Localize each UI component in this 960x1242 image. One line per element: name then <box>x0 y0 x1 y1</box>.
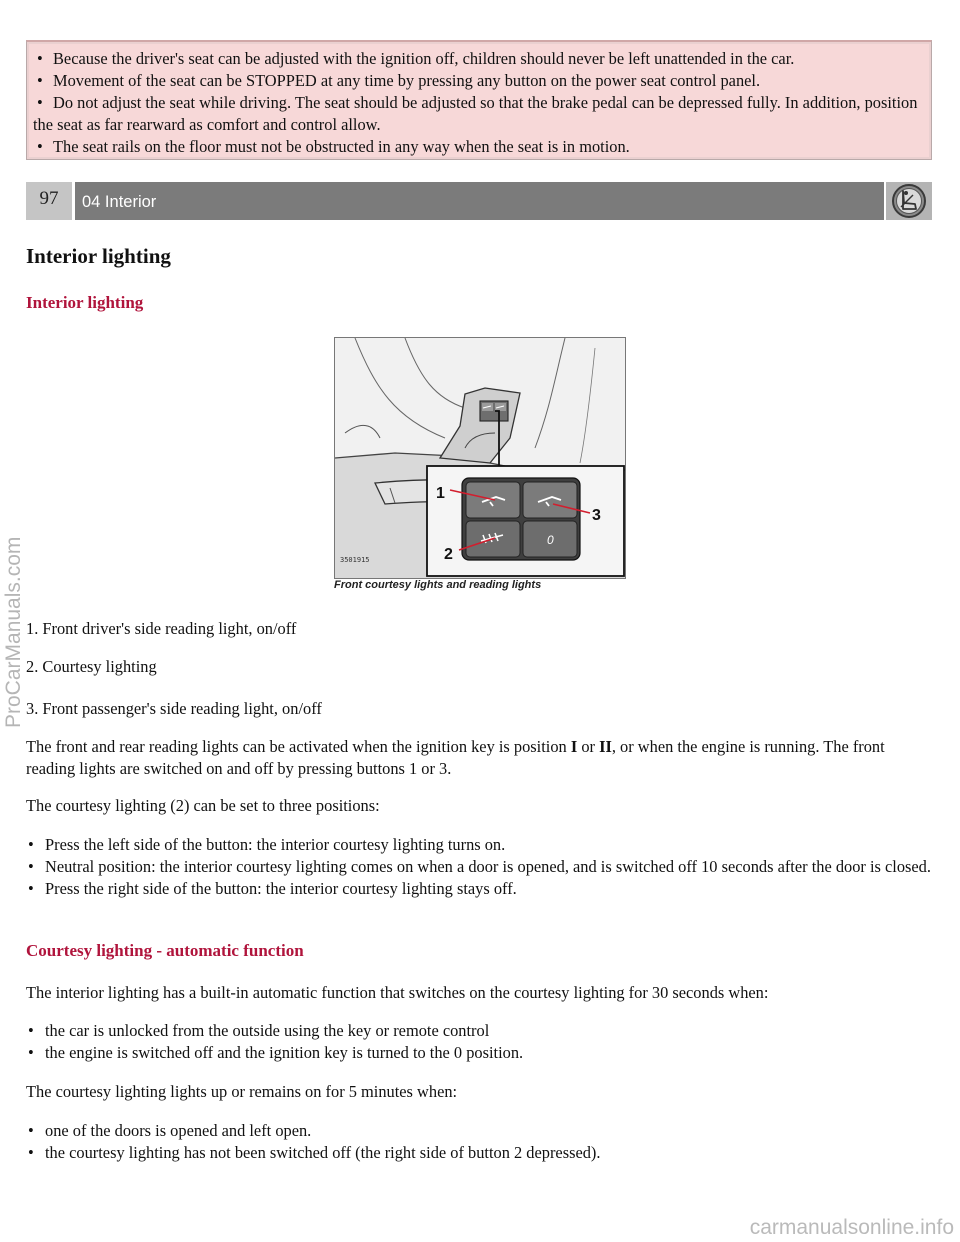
callout-1: 1 <box>436 485 445 502</box>
five-minute-list <box>26 1120 936 1164</box>
callout-2: 2 <box>444 546 453 563</box>
auto-function-title: Courtesy lighting - automatic function <box>26 941 304 960</box>
legend-item: 3. Front passenger's side reading light, on/off <box>26 699 322 718</box>
chapter-icon-box <box>886 182 932 220</box>
intro-paragraph: The front and rear reading lights can be activated when the ignition key is position I or II, or when the engine is running. The front reading lights are switched on and off by pressing buttons 1 or 3. <box>26 737 885 778</box>
list-item: • the car is unlocked from the outside using the key or remote control <box>26 1020 936 1042</box>
auto-intro: The interior lighting has a built-in automatic function that switches on the courtesy lighting for 30 seconds when: <box>26 983 769 1002</box>
chapter-title: 04 Interior <box>75 182 884 220</box>
button-zero-label: 0 <box>547 533 554 547</box>
seat-icon <box>891 183 927 219</box>
page-number: 97 <box>26 182 72 220</box>
legend-item: 1. Front driver's side reading light, on/off <box>26 619 297 638</box>
warning-item: • Because the driver's seat can be adjusted with the ignition off, children should never be left unattended in the car. <box>33 48 931 70</box>
warning-item: • Do not adjust the seat while driving. The seat should be adjusted so that the brake pedal can be depressed fully. In addition, position the seat as far rearward as comfort and control allow. <box>33 92 931 136</box>
warning-list <box>27 42 931 158</box>
positions-list <box>26 834 936 900</box>
figure-caption: Front courtesy lights and reading lights <box>334 579 542 591</box>
legend-item: 2. Courtesy lighting <box>26 657 157 676</box>
section-title: Interior lighting <box>26 293 144 312</box>
page-title: Interior lighting <box>26 244 171 268</box>
five-minute-intro: The courtesy lighting lights up or remains on for 5 minutes when: <box>26 1082 458 1101</box>
warning-box <box>26 40 932 160</box>
overhead-console-illustration <box>335 338 625 578</box>
list-item: • Press the left side of the button: the interior courtesy lighting turns on. <box>26 834 936 856</box>
auto-list <box>26 1020 936 1064</box>
footer-watermark: carmanualsonline.info <box>749 1216 954 1239</box>
positions-intro: The courtesy lighting (2) can be set to three positions: <box>26 796 380 815</box>
side-watermark: ProCarManuals.com <box>2 536 25 728</box>
chapter-bar <box>26 182 932 220</box>
callout-3: 3 <box>592 507 601 524</box>
figure-code: 3501915 <box>340 556 370 564</box>
list-item: • one of the doors is opened and left open. <box>26 1120 936 1142</box>
interior-light-figure <box>334 337 626 579</box>
list-item: • Neutral position: the interior courtesy lighting comes on when a door is opened, and is switched off 10 seconds after the door is closed. <box>26 856 936 878</box>
list-item: • the engine is switched off and the ignition key is turned to the 0 position. <box>26 1042 936 1064</box>
list-item: • the courtesy lighting has not been switched off (the right side of button 2 depressed). <box>26 1142 936 1164</box>
warning-item: • Movement of the seat can be STOPPED at any time by pressing any button on the power seat control panel. <box>33 70 931 92</box>
warning-item: • The seat rails on the floor must not be obstructed in any way when the seat is in motion. <box>33 136 931 158</box>
list-item: • Press the right side of the button: the interior courtesy lighting stays off. <box>26 878 936 900</box>
